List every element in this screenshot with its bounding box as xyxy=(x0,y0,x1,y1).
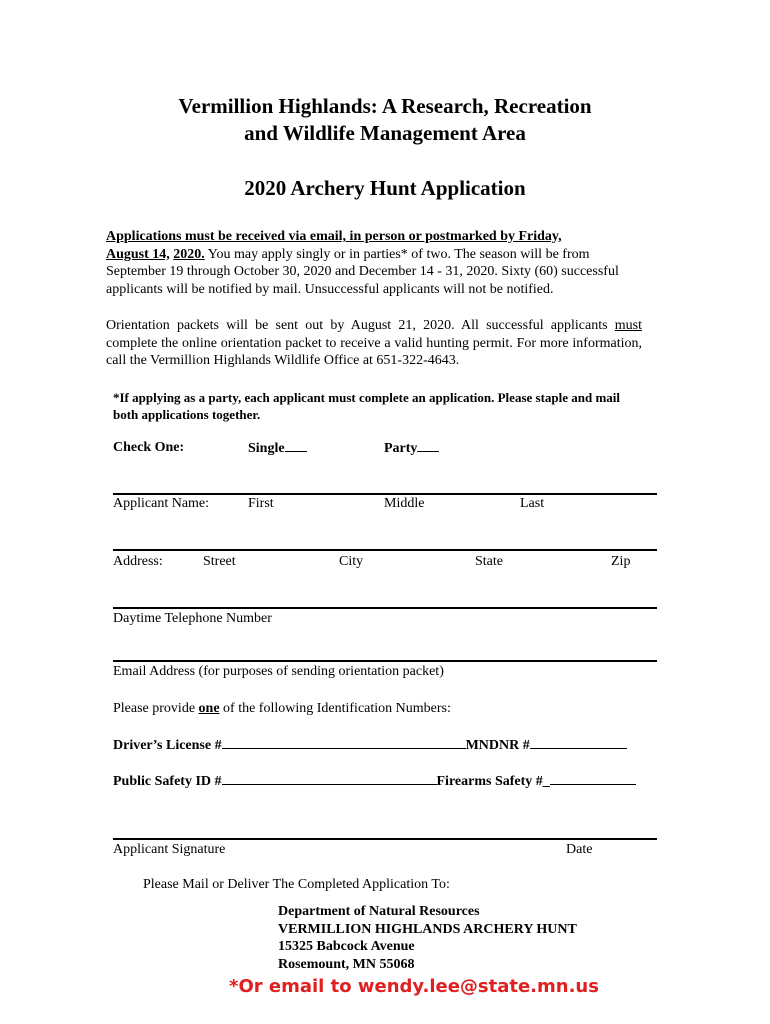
public-safety-label: Public Safety ID # xyxy=(113,774,222,789)
party-checkbox-line[interactable] xyxy=(417,440,439,452)
party-option[interactable] xyxy=(384,440,439,457)
party-note-line1: *If applying as a party, each applicant must complete an application. Please staple and mail xyxy=(113,390,621,405)
mailing-line1: Department of Natural Resources xyxy=(278,904,480,919)
last-name-label: Last xyxy=(520,496,545,511)
address-entry-line[interactable] xyxy=(113,549,657,551)
deadline-text: Applications must be received via email, in person or postmarked by Friday, xyxy=(106,229,562,244)
mailing-line2: VERMILLION HIGHLANDS ARCHERY HUNT xyxy=(278,921,577,937)
party-note xyxy=(113,389,620,423)
deadline-date-a: August 14, xyxy=(106,246,170,262)
intro-paragraph xyxy=(106,228,642,298)
single-checkbox-line[interactable] xyxy=(285,440,307,452)
drivers-license-label: Driver’s License # xyxy=(113,738,222,753)
email-entry-line[interactable] xyxy=(113,660,657,662)
phone-entry-line[interactable] xyxy=(113,607,657,609)
mailing-line3: 15325 Babcock Avenue xyxy=(278,939,415,954)
orientation-text-b: complete the online orientation packet to receive a valid hunting permit. For more information, call the Vermillion Highlands Wildlife Office at 651-322-4643. xyxy=(106,335,642,369)
applicant-name-label: Applicant Name: xyxy=(113,496,210,511)
firearms-safety-line[interactable] xyxy=(550,773,636,785)
check-one-label: Check One: xyxy=(113,440,185,455)
first-name-label: First xyxy=(248,496,274,511)
id-prompt-a: Please provide xyxy=(113,701,199,716)
name-entry-line[interactable] xyxy=(113,493,657,495)
orientation-text-a: Orientation packets will be sent out by August 21, 2020. All successful applicants xyxy=(106,318,615,333)
firearms-safety-label: Firearms Safety #_ xyxy=(436,774,550,789)
must-emphasis: must xyxy=(614,318,642,333)
email-notice: *Or email to wendy.lee@state.mn.us xyxy=(229,976,599,997)
id-prompt xyxy=(113,701,451,717)
orientation-paragraph xyxy=(106,317,642,370)
address-label: Address: xyxy=(113,554,163,569)
page-title-line2: and Wildlife Management Area xyxy=(244,121,526,145)
state-label: State xyxy=(475,554,503,569)
application-subtitle: 2020 Archery Hunt Application xyxy=(244,176,526,200)
id-prompt-one: one xyxy=(198,701,220,716)
middle-name-label: Middle xyxy=(384,496,425,511)
drivers-license-line[interactable] xyxy=(222,737,466,749)
party-label: Party xyxy=(384,441,418,456)
drivers-license-field[interactable] xyxy=(113,737,627,754)
deadline-date-b: 2020. xyxy=(173,246,205,262)
signature-date-label: Date xyxy=(566,842,593,857)
single-option[interactable] xyxy=(248,440,307,457)
mndnr-label: MNDNR # xyxy=(465,738,530,753)
zip-label: Zip xyxy=(611,554,631,569)
single-label: Single xyxy=(248,441,285,456)
public-safety-line[interactable] xyxy=(222,773,437,785)
party-note-line2: both applications together. xyxy=(113,407,261,422)
mailing-address xyxy=(278,903,577,973)
id-prompt-b: of the following Identification Numbers: xyxy=(219,701,451,716)
public-safety-field[interactable] xyxy=(113,773,636,790)
city-label: City xyxy=(339,554,364,569)
street-label: Street xyxy=(203,554,236,569)
email-label: Email Address (for purposes of sending orientation packet) xyxy=(113,664,444,679)
mailing-instruction: Please Mail or Deliver The Completed Application To: xyxy=(143,877,450,892)
season-info-text: You may apply singly or in parties* of two. The season will be from September 19 through October 30, 2020 and December 14 - 31, 2020. Sixty (60) successful applicants will be notified by mail. Unsuccessful applicants will not be notified. xyxy=(106,246,619,297)
signature-label: Applicant Signature xyxy=(113,842,226,857)
signature-entry-line[interactable] xyxy=(113,838,657,840)
mndnr-line[interactable] xyxy=(530,737,627,749)
phone-label: Daytime Telephone Number xyxy=(113,611,272,626)
page-title-line1: Vermillion Highlands: A Research, Recreation xyxy=(178,94,592,118)
mailing-line4: Rosemount, MN 55068 xyxy=(278,956,415,972)
